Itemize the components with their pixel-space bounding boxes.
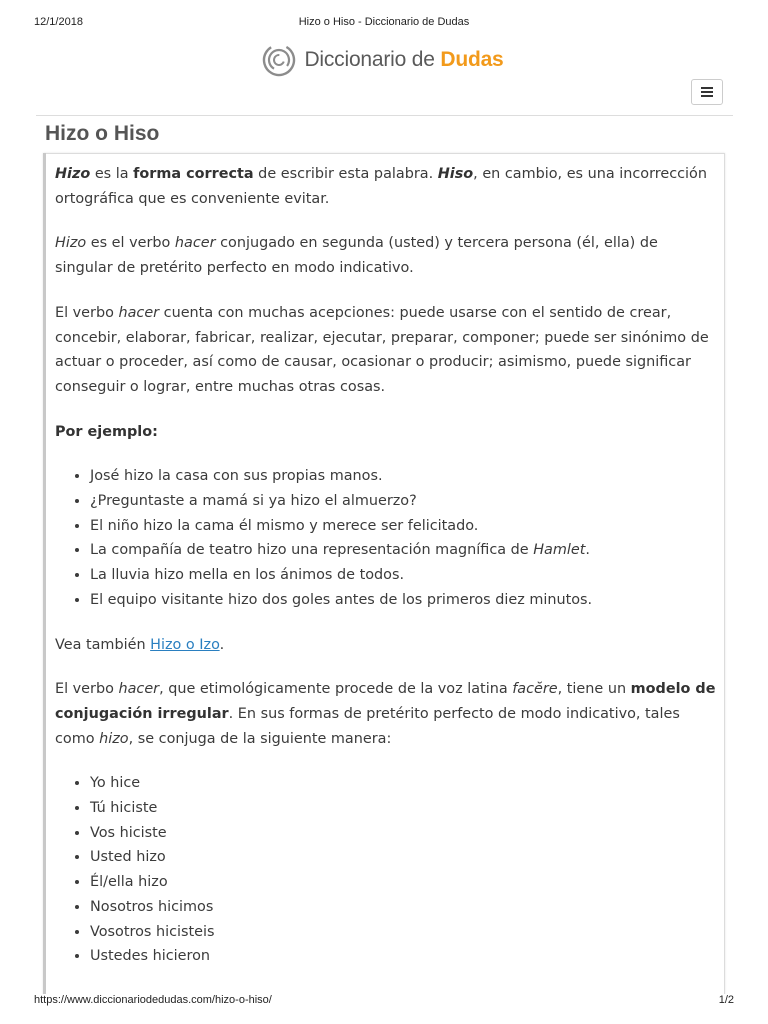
- page-title: Hizo o Hiso: [45, 122, 160, 145]
- site-name-part1: Diccionario de: [304, 48, 441, 71]
- text: es el verbo: [86, 235, 175, 252]
- examples-list: [55, 464, 720, 612]
- paragraph-meanings: [55, 301, 720, 400]
- emphasis-correct-form: forma correcta: [133, 166, 254, 182]
- concentric-circle-logo-icon: [262, 43, 296, 77]
- list-item: • ¿Preguntaste a mamá si ya hizo el almuerzo?: [90, 489, 720, 514]
- list-item: • La lluvia hizo mella en los ánimos de todos.: [90, 563, 720, 588]
- print-footer: [0, 994, 768, 1008]
- hamburger-menu-icon: [701, 87, 713, 97]
- examples-heading: [55, 420, 720, 445]
- italic-term: hizo: [99, 730, 129, 747]
- emphasis-irregular: modelo de conjugación irregular: [55, 681, 716, 722]
- header-divider: [36, 115, 733, 116]
- text: es la: [90, 166, 134, 182]
- site-name-part2: Dudas: [440, 48, 504, 71]
- site-brand: [0, 42, 768, 78]
- italic-term: hacer: [118, 304, 160, 321]
- list-item: • El niño hizo la cama él mismo y merece ser felicitado.: [90, 514, 720, 539]
- text: . En sus formas de pretérito perfecto de modo indicativo, tales como: [55, 705, 680, 747]
- list-item: [90, 538, 720, 563]
- site-name: [304, 48, 503, 72]
- article-box-left-bar: [43, 153, 46, 1003]
- text: conjugado en segunda (usted) y tercera persona (él, ella) de singular de pretérito perfecto en modo indicativo.: [55, 235, 658, 277]
- text: El verbo: [55, 681, 119, 698]
- word-incorrect: Hiso: [437, 166, 474, 182]
- italic-title: Hamlet: [533, 542, 586, 559]
- print-url: https://www.diccionariodedudas.com/hizo-o-hiso/: [34, 994, 272, 1006]
- list-item: • Tú hiciste: [90, 796, 720, 821]
- italic-term: hacer: [118, 681, 160, 698]
- list-item: • Ustedes hicieron: [90, 944, 720, 969]
- text: , que etimológicamente procede de la voz latina: [159, 681, 513, 698]
- text: , en cambio, es una incorrección ortográfica que es conveniente evitar.: [55, 166, 707, 207]
- text: , se conjuga de la siguiente manera:: [128, 730, 392, 747]
- text: La compañía de teatro hizo una representación magnífica de: [90, 542, 534, 559]
- site-logo-link[interactable]: [262, 43, 503, 77]
- text: .: [585, 542, 590, 559]
- heading-text: Por ejemplo:: [55, 423, 158, 440]
- italic-term: facĕre: [512, 681, 558, 698]
- italic-term: hacer: [174, 235, 216, 252]
- conjugation-list: [55, 771, 720, 969]
- paragraph-definition: [55, 231, 720, 280]
- list-item: • Vosotros hicisteis: [90, 920, 720, 945]
- list-item: • Él/ella hizo: [90, 870, 720, 895]
- paragraph-etymology: [55, 677, 720, 751]
- paragraph-intro: [55, 162, 720, 211]
- text: .: [219, 636, 225, 653]
- word-correct: Hizo: [55, 166, 91, 182]
- list-item: • Vos hiciste: [90, 821, 720, 846]
- text: , tiene un: [557, 681, 631, 698]
- see-also: [55, 633, 720, 658]
- see-also-link[interactable]: Hizo o Izo: [150, 636, 220, 653]
- print-page-title: Hizo o Hiso - Diccionario de Dudas: [298, 16, 470, 28]
- menu-toggle-button[interactable]: [691, 79, 723, 105]
- print-date: 12/1/2018: [34, 16, 83, 28]
- list-item: • Usted hizo: [90, 845, 720, 870]
- print-page-number: 1/2: [718, 994, 734, 1006]
- list-item: • José hizo la casa con sus propias manos.: [90, 464, 720, 489]
- text: El verbo: [55, 304, 119, 321]
- article-body: [55, 162, 720, 989]
- list-item: • El equipo visitante hizo dos goles antes de los primeros diez minutos.: [90, 588, 720, 613]
- text: cuenta con muchas acepciones: puede usarse con el sentido de crear, concebir, elaborar, fabricar, realizar, ejecutar, preparar, componer; puede ser sinónimo de actuar o proceder, así como de causar, ocasionar o producir; asimismo, puede significar conseguir o lograr, entre muchas otras cosas.: [55, 304, 709, 395]
- text: de escribir esta palabra.: [253, 166, 438, 182]
- list-item: • Nosotros hicimos: [90, 895, 720, 920]
- italic-term: Hizo: [55, 235, 87, 252]
- list-item: • Yo hice: [90, 771, 720, 796]
- print-header: [0, 16, 768, 32]
- text: Vea también: [55, 636, 151, 653]
